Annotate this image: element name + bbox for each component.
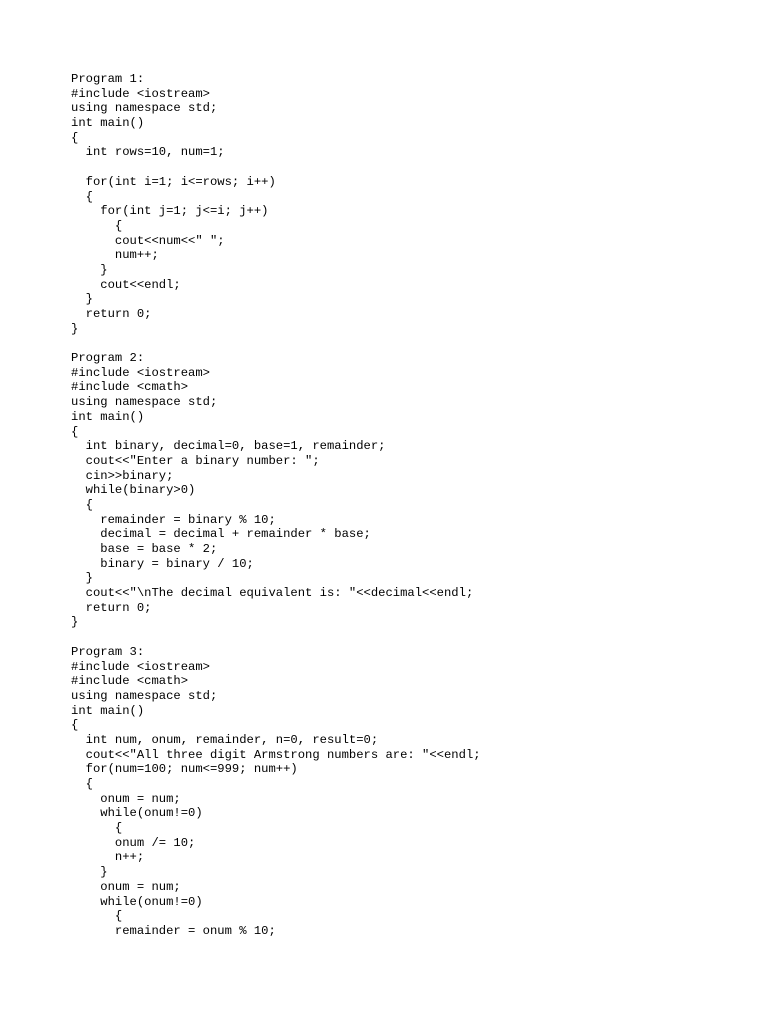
code-line: { <box>71 821 123 836</box>
code-line: { <box>71 497 93 512</box>
code-line: Program 1: <box>71 72 145 86</box>
code-line: int main() <box>71 409 145 424</box>
code-line <box>71 336 748 351</box>
code-line: num++; <box>71 248 159 263</box>
code-line: } <box>71 865 108 880</box>
code-line: } <box>71 615 79 630</box>
code-line: onum /= 10; <box>71 835 196 850</box>
code-line: int binary, decimal=0, base=1, remainder; <box>71 439 386 454</box>
code-line: cin>>binary; <box>71 468 174 483</box>
code-line: binary = binary / 10; <box>71 556 254 571</box>
code-line: { <box>71 218 123 233</box>
code-line: for(num=100; num<=999; num++) <box>71 762 298 777</box>
code-line: decimal = decimal + remainder * base; <box>71 527 371 542</box>
code-line: for(int j=1; j<=i; j++) <box>71 204 269 219</box>
code-line: cout<<"\nThe decimal equivalent is: "<<decimal<<endl; <box>71 586 474 601</box>
code-line: using namespace std; <box>71 101 218 116</box>
code-line: onum = num; <box>71 879 181 894</box>
code-line: while(onum!=0) <box>71 894 203 909</box>
code-line: cout<<"Enter a binary number: "; <box>71 453 320 468</box>
code-line: { <box>71 424 79 439</box>
code-line: while(binary>0) <box>71 483 196 498</box>
code-line: using namespace std; <box>71 395 218 410</box>
code-line: int main() <box>71 116 145 131</box>
code-line: while(onum!=0) <box>71 806 203 821</box>
code-line: #include <cmath> <box>71 380 189 395</box>
code-line: base = base * 2; <box>71 542 218 556</box>
code-line: using namespace std; <box>71 688 218 703</box>
code-line: Program 2: <box>71 351 145 366</box>
code-line: } <box>71 292 93 307</box>
code-line <box>71 160 748 175</box>
code-line: { <box>71 777 93 791</box>
code-line: { <box>71 189 93 204</box>
code-line: return 0; <box>71 307 152 321</box>
code-line: { <box>71 718 79 733</box>
code-line: return 0; <box>71 600 152 615</box>
code-line <box>71 630 748 645</box>
code-line: cout<<num<<" "; <box>71 233 225 248</box>
code-line: n++; <box>71 850 145 865</box>
code-line: { <box>71 909 123 924</box>
code-line: #include <iostream> <box>71 86 210 101</box>
code-line: cout<<"All three digit Armstrong numbers are: "<<endl; <box>71 747 481 762</box>
code-line: cout<<endl; <box>71 277 181 292</box>
code-line: Program 3: <box>71 644 145 659</box>
code-line: { <box>71 130 79 145</box>
code-line: #include <cmath> <box>71 674 189 689</box>
code-line: } <box>71 571 93 586</box>
code-line: int main() <box>71 703 145 718</box>
code-line: #include <iostream> <box>71 365 210 380</box>
code-line: for(int i=1; i<=rows; i++) <box>71 174 276 189</box>
code-line: int rows=10, num=1; <box>71 145 225 160</box>
code-line: #include <iostream> <box>71 659 210 674</box>
code-document <box>71 72 748 939</box>
code-line: int num, onum, remainder, n=0, result=0; <box>71 732 379 747</box>
code-line: } <box>71 321 79 336</box>
code-line: remainder = binary % 10; <box>71 512 276 527</box>
code-line: onum = num; <box>71 791 181 806</box>
code-line: } <box>71 262 108 277</box>
code-line: remainder = onum % 10; <box>71 923 276 938</box>
